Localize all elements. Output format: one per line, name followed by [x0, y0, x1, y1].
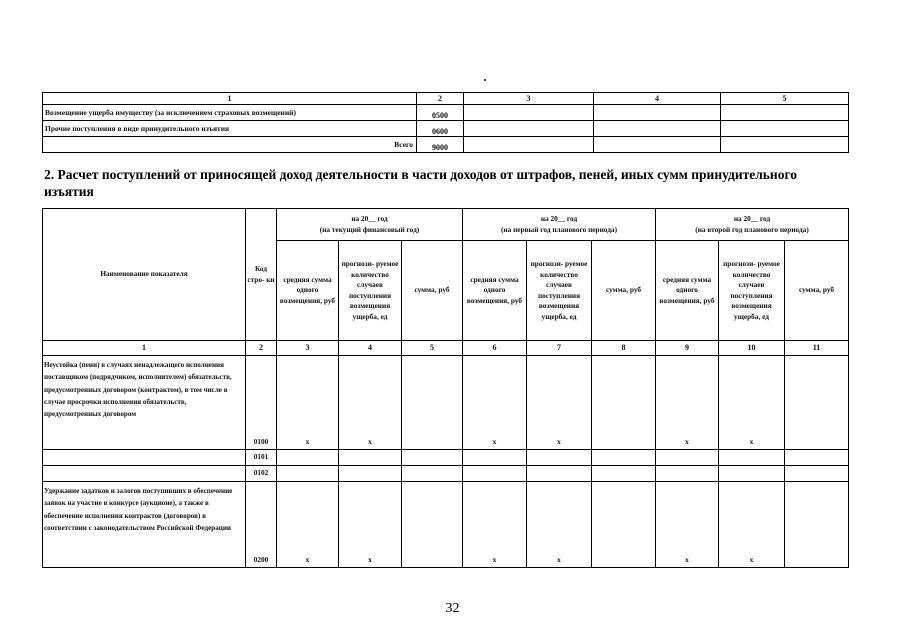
- row-label: [43, 450, 246, 466]
- cell: [402, 356, 463, 450]
- sum-header: сумма, руб: [785, 241, 849, 341]
- group-period: (на первый год планового периода): [500, 224, 618, 234]
- table-row-total: [43, 137, 849, 153]
- cell: [277, 450, 339, 466]
- row-code: 0100: [246, 356, 277, 450]
- group-year: на 20__ год: [540, 214, 578, 223]
- col-number: 11: [785, 341, 849, 356]
- forecast-count-header: прогнози- руемое количество случаев поступления возмещения ущерба, ед: [719, 241, 785, 341]
- col-number: 3: [277, 341, 339, 356]
- group-header-first-plan: [463, 209, 656, 241]
- col-number: 5: [721, 93, 849, 105]
- group-header-current: [277, 209, 463, 241]
- total-label: Всего: [43, 137, 417, 153]
- group-year: на 20__ год: [351, 214, 388, 223]
- page-number: 32: [445, 601, 460, 616]
- row-code: 9000: [417, 137, 464, 153]
- table-row-0101: [43, 450, 849, 466]
- group-header-second-plan: [656, 209, 849, 241]
- na-mark: х: [719, 482, 785, 568]
- group-period: (на текущий финансовый год): [319, 224, 420, 234]
- cell: [721, 121, 849, 137]
- row-code: 0102: [246, 466, 277, 482]
- col-number: 5: [402, 341, 463, 356]
- row-code: 0500: [417, 105, 464, 121]
- cell: [594, 121, 721, 137]
- cell: [592, 482, 656, 568]
- forecast-count-header: прогнози- руемое количество случаев поступления возмещения ущерба, ед: [527, 241, 592, 341]
- row-label: [43, 466, 246, 482]
- col-number: 2: [246, 341, 277, 356]
- cell: [527, 466, 592, 482]
- row-code: 0101: [246, 450, 277, 466]
- column-numbers-row: [43, 341, 849, 356]
- cell: [785, 482, 849, 568]
- row-label: Прочие поступления в виде принудительного изъятия: [43, 121, 417, 137]
- cell: [594, 137, 721, 153]
- na-mark: х: [656, 356, 719, 450]
- cell: [463, 450, 527, 466]
- group-year: на 20__ год: [733, 214, 771, 223]
- na-mark: х: [463, 482, 527, 568]
- na-mark: х: [656, 482, 719, 568]
- table-row-0200: [43, 482, 849, 568]
- cell: [592, 466, 656, 482]
- avg-amount-header: средняя сумма одного возмещения, руб: [277, 241, 339, 341]
- col-number: 2: [417, 93, 464, 105]
- na-mark: х: [277, 482, 339, 568]
- cell: [592, 450, 656, 466]
- scan-dot: [484, 79, 486, 81]
- col-number: 4: [594, 93, 721, 105]
- cell: [656, 466, 719, 482]
- na-mark: х: [463, 356, 527, 450]
- na-mark: х: [527, 482, 592, 568]
- cell: [785, 466, 849, 482]
- na-mark: х: [719, 356, 785, 450]
- row-label: Возмещение ущерба имуществу (за исключением страховых возмещений): [43, 105, 417, 121]
- cell: [592, 356, 656, 450]
- cell: [719, 466, 785, 482]
- cell: [277, 466, 339, 482]
- table-row-0100: [43, 356, 849, 450]
- cell: [402, 450, 463, 466]
- cell: [656, 450, 719, 466]
- col-number: 1: [43, 93, 417, 105]
- col-number: 3: [464, 93, 594, 105]
- cell: [402, 482, 463, 568]
- section-heading: 2. Расчет поступлений от приносящей доход деятельности в части доходов от штрафов, пеней, иных сумм принудительного изъятия: [44, 167, 798, 199]
- na-mark: х: [277, 356, 339, 450]
- cell: [464, 137, 594, 153]
- col-number: 9: [656, 341, 719, 356]
- cell: [464, 105, 594, 121]
- income-table-continuation: [42, 92, 849, 153]
- na-mark: х: [339, 356, 402, 450]
- cell: [785, 450, 849, 466]
- sum-header: сумма, руб: [592, 241, 656, 341]
- cell: [402, 466, 463, 482]
- cell: [339, 450, 402, 466]
- row-code: 0200: [246, 482, 277, 568]
- header-row-groups: [43, 209, 849, 241]
- col-number: 7: [527, 341, 592, 356]
- table-row-0102: [43, 466, 849, 482]
- avg-amount-header: средняя сумма одного возмещения, руб: [656, 241, 719, 341]
- cell: [785, 356, 849, 450]
- cell: [721, 105, 849, 121]
- cell: [721, 137, 849, 153]
- cell: [463, 466, 527, 482]
- col-number: 10: [719, 341, 785, 356]
- group-period: (на второй год планового периода): [695, 224, 809, 234]
- table1-column-numbers: [43, 93, 849, 105]
- na-mark: х: [339, 482, 402, 568]
- table-row: [43, 121, 849, 137]
- cell: [527, 450, 592, 466]
- cell: [719, 450, 785, 466]
- code-header: Код стро- ки: [246, 209, 277, 341]
- cell: [464, 121, 594, 137]
- avg-amount-header: средняя сумма одного возмещения, руб: [463, 241, 527, 341]
- col-number: 1: [43, 341, 246, 356]
- sum-header: сумма, руб: [402, 241, 463, 341]
- na-mark: х: [527, 356, 592, 450]
- cell: [339, 466, 402, 482]
- cell: [594, 105, 721, 121]
- row-code: 0600: [417, 121, 464, 137]
- forecast-count-header: прогнози- руемое количество случаев поступления возмещения ущерба, ед: [339, 241, 402, 341]
- row-label: Удержание задатков и залогов поступивших в обеспечение заявок на участие в конкурсе (аукционе), а также в обеспечение исполнения контрактов (договоров) в соответствии с законодательством Российской Федерации: [43, 482, 246, 568]
- col-number: 8: [592, 341, 656, 356]
- table-row: [43, 105, 849, 121]
- indicator-header: Наименование показателя: [43, 209, 246, 341]
- fines-calculation-table: [42, 208, 849, 568]
- row-label: Неустойка (пени) в случаях ненадлежащего исполнения поставщиком (подрядчиком, исполнителем) обязательств, предусмотренных договором (контрактом), в том числе в случае просрочки исполнения обязательств, предусмотренных договором: [43, 356, 246, 450]
- col-number: 4: [339, 341, 402, 356]
- col-number: 6: [463, 341, 527, 356]
